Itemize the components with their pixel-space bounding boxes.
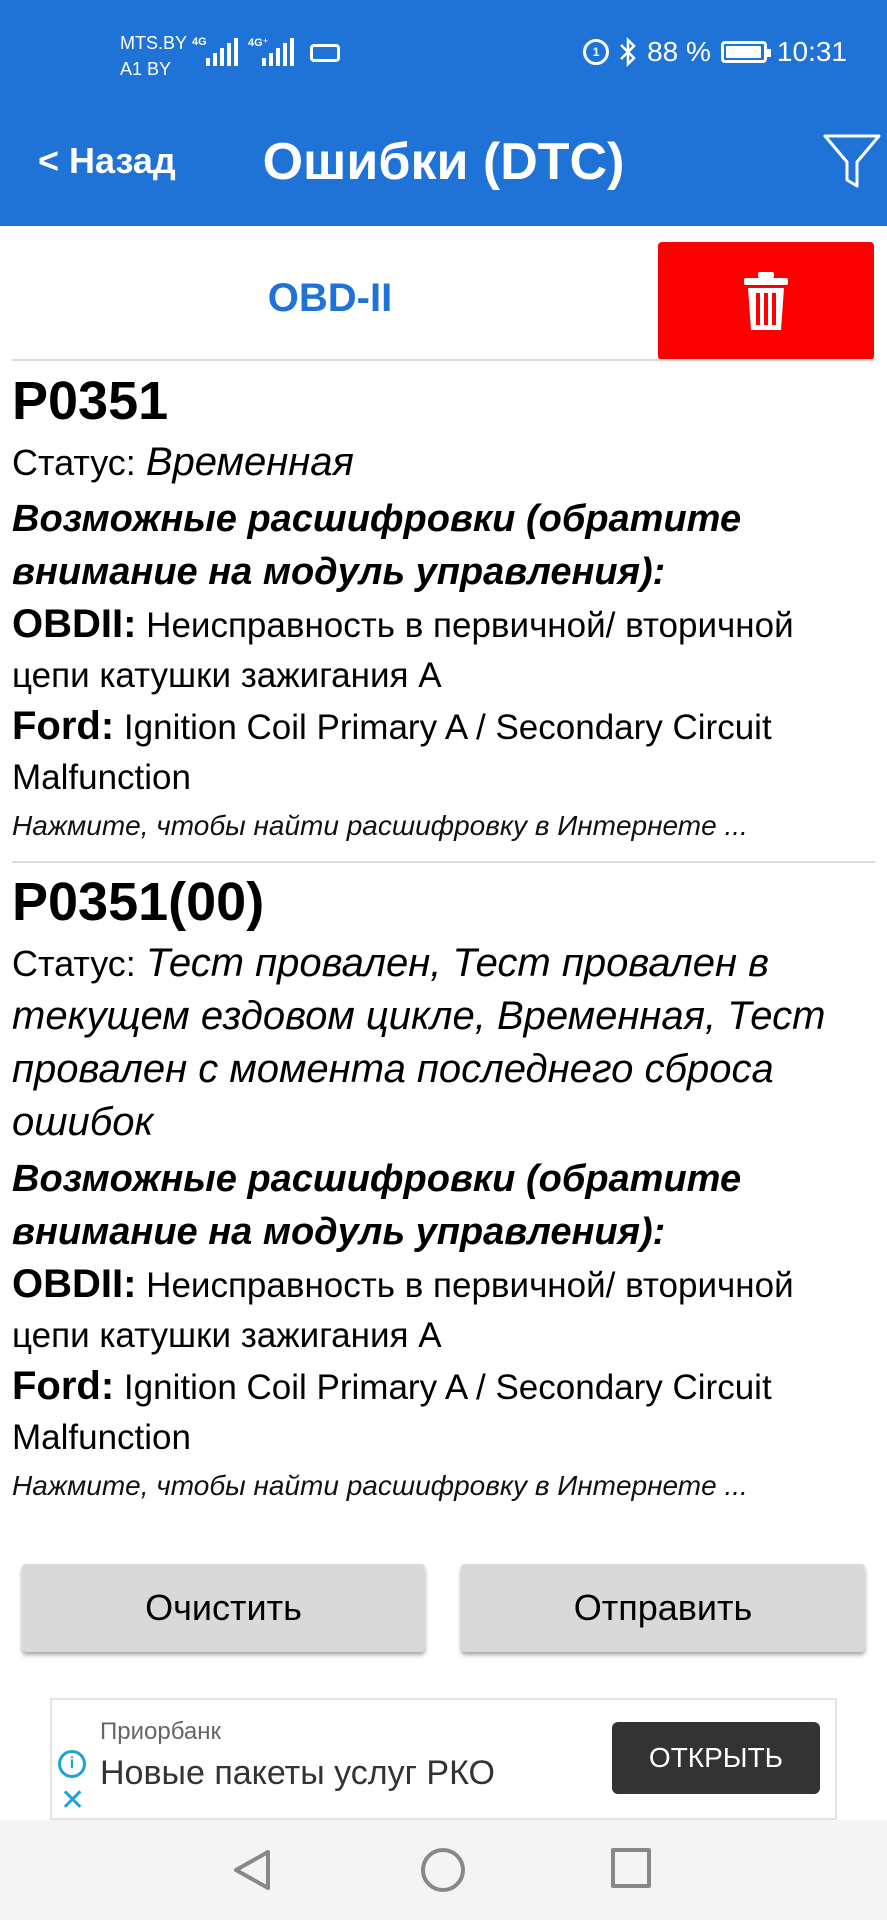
back-button[interactable]: < Назад — [38, 140, 176, 181]
ad-text: Новые пакеты услуг РКО — [100, 1754, 495, 1792]
signal-icon-1 — [192, 38, 238, 66]
signal-indicators — [192, 38, 340, 66]
network-type-2: 4G⁺ — [248, 37, 269, 49]
nav-recents-icon[interactable] — [611, 1848, 651, 1888]
trash-icon — [744, 272, 788, 330]
ford-label: Ford: — [12, 704, 115, 748]
signal-icon-2 — [248, 38, 294, 66]
protocol-row — [0, 226, 887, 360]
ad-sponsor: Приорбанк — [100, 1718, 221, 1745]
ford-description — [12, 1361, 875, 1463]
dtc-code: P0351 — [12, 371, 169, 431]
dtc-status — [12, 937, 875, 1149]
dtc-list[interactable] — [0, 362, 887, 1520]
nav-home-icon[interactable] — [421, 1848, 465, 1892]
divider — [12, 359, 875, 361]
engine-check-icon — [310, 44, 340, 62]
obd-text: Неисправность в первичной/ вторичной цепи катушки зажигания А — [12, 606, 794, 695]
ford-description — [12, 701, 875, 803]
dtc-item[interactable] — [0, 867, 887, 1509]
tab-obd-ii[interactable]: OBD-II — [267, 276, 393, 320]
obd-label: OBDII: — [12, 602, 137, 646]
obd-text: Неисправность в первичной/ вторичной цепи катушки зажигания А — [12, 1266, 794, 1355]
system-nav-bar — [0, 1820, 887, 1920]
status-right — [583, 36, 847, 68]
page-title: Ошибки (DTC) — [262, 133, 625, 191]
search-online-link[interactable]: Нажмите, чтобы найти расшифровку в Интернете ... — [12, 810, 748, 841]
status-label: Статус: — [12, 943, 136, 984]
app-bar — [0, 110, 887, 226]
carrier-info — [120, 30, 187, 82]
obd-label: OBDII: — [12, 1262, 137, 1306]
search-online-link[interactable]: Нажмите, чтобы найти расшифровку в Интернете ... — [12, 1470, 748, 1501]
battery-icon — [721, 41, 767, 63]
obd-description — [12, 1259, 875, 1361]
dtc-status — [12, 436, 875, 489]
ford-label: Ford: — [12, 1364, 115, 1408]
ford-text: Ignition Coil Primary A / Secondary Circuit Malfunction — [12, 1368, 772, 1457]
battery-percent: 88 % — [647, 36, 711, 67]
action-buttons — [0, 1564, 887, 1654]
bluetooth-icon — [619, 37, 637, 67]
carrier-2: A1 BY — [120, 59, 172, 79]
clear-button[interactable]: Очистить — [22, 1564, 425, 1652]
decode-heading: Возможные расшифровки (обратите внимание на модуль управления): — [12, 1158, 742, 1253]
ford-text: Ignition Coil Primary A / Secondary Circuit Malfunction — [12, 708, 772, 797]
status-label: Статус: — [12, 442, 136, 483]
status-value: Тест провален, Тест провален в текущем ездовом цикле, Временная, Тест провален с момента последнего сброса ошибок — [12, 941, 826, 1144]
nav-back-icon[interactable] — [232, 1848, 272, 1892]
dtc-item[interactable] — [0, 366, 887, 863]
carrier-1: MTS.BY — [120, 33, 188, 53]
ad-banner[interactable] — [50, 1698, 837, 1820]
ad-open-button[interactable]: ОТКРЫТЬ — [612, 1722, 820, 1794]
item-divider — [12, 861, 875, 863]
close-icon[interactable]: ✕ — [60, 1784, 86, 1817]
status-bar — [0, 0, 887, 110]
clock: 10:31 — [776, 36, 847, 67]
status-value: Временная — [145, 440, 354, 484]
network-type-1: 4G — [192, 36, 207, 48]
decode-heading: Возможные расшифровки (обратите внимание на модуль управления): — [12, 498, 742, 593]
dtc-code: P0351(00) — [12, 872, 265, 932]
send-button[interactable]: Отправить — [461, 1564, 865, 1652]
info-icon[interactable]: i — [58, 1750, 86, 1778]
obd-description — [12, 599, 875, 701]
filter-icon[interactable] — [821, 130, 883, 192]
delete-button[interactable] — [658, 242, 874, 360]
data-saver-icon: 1 — [583, 39, 609, 65]
